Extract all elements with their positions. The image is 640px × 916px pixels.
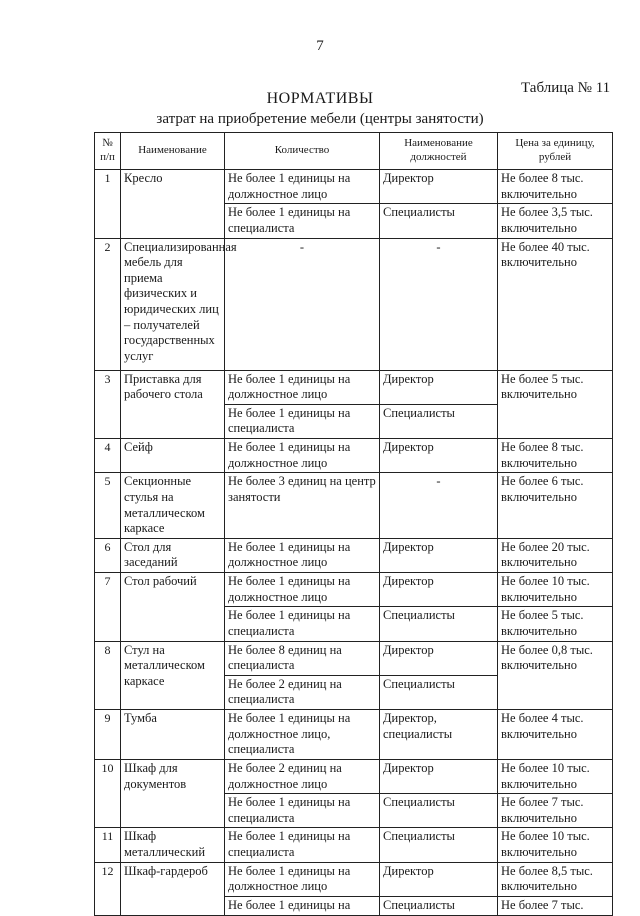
norms-table	[94, 132, 613, 916]
row-price: Не более 10 тыс. включительно	[498, 573, 613, 607]
row-price: Не более 7 тыс. включительно	[498, 794, 613, 828]
row-price: Не более 8,5 тыс. включительно	[498, 862, 613, 896]
row-position: -	[380, 238, 498, 370]
row-price: Не более 8 тыс. включительно	[498, 439, 613, 473]
row-name: Секционные стулья на металлическом каркасе	[121, 473, 225, 539]
row-price: Не более 40 тыс. включительно	[498, 238, 613, 370]
row-position: Специалисты	[380, 607, 498, 641]
row-name: Шкаф для документов	[121, 759, 225, 828]
row-position: Директор	[380, 573, 498, 607]
table-row	[95, 170, 613, 204]
header-quantity: Количество	[225, 133, 380, 170]
row-position: Специалисты	[380, 794, 498, 828]
row-quantity: Не более 1 единицы на специалиста	[225, 794, 380, 828]
row-position: Директор	[380, 170, 498, 204]
table-row	[95, 759, 613, 793]
document-title: НОРМАТИВЫ	[266, 90, 374, 107]
row-position: Специалисты	[380, 404, 498, 438]
row-name: Приставка для рабочего стола	[121, 370, 225, 439]
row-quantity: Не более 8 единиц на специалиста	[225, 641, 380, 675]
table-header-row	[95, 133, 613, 170]
row-quantity: Не более 1 единицы на специалиста	[225, 404, 380, 438]
row-price: Не более 3,5 тыс. включительно	[498, 204, 613, 238]
table-row	[95, 238, 613, 370]
row-quantity: Не более 1 единицы на должностное лицо	[225, 439, 380, 473]
header-position: Наименование должностей	[380, 133, 498, 170]
row-name: Тумба	[121, 710, 225, 760]
row-number: 4	[95, 439, 121, 473]
row-name: Сейф	[121, 439, 225, 473]
row-quantity: Не более 1 единицы на должностное лицо	[225, 370, 380, 404]
row-position: Директор	[380, 439, 498, 473]
row-number: 1	[95, 170, 121, 239]
row-number: 7	[95, 573, 121, 642]
norms-table-container	[94, 132, 612, 916]
row-position: Специалисты	[380, 204, 498, 238]
row-position: Директор	[380, 538, 498, 572]
row-number: 10	[95, 759, 121, 828]
table-row	[95, 473, 613, 539]
table-row	[95, 538, 613, 572]
row-quantity: Не более 3 единиц на центр занятости	[225, 473, 380, 539]
row-price: Не более 5 тыс. включительно	[498, 607, 613, 641]
row-number: 9	[95, 710, 121, 760]
row-name: Стол для заседаний	[121, 538, 225, 572]
row-quantity: Не более 1 единицы на специалиста	[225, 607, 380, 641]
row-quantity: Не более 1 единицы на специалиста	[225, 828, 380, 862]
row-number: 8	[95, 641, 121, 710]
row-quantity: Не более 1 единицы на специалиста	[225, 204, 380, 238]
row-position: Директор	[380, 862, 498, 896]
row-price: Не более 5 тыс. включительно	[498, 370, 613, 439]
row-quantity: Не более 1 единицы на должностное лицо	[225, 170, 380, 204]
table-row	[95, 370, 613, 404]
row-quantity: Не более 1 единицы на должностное лицо, специалиста	[225, 710, 380, 760]
table-row	[95, 710, 613, 760]
row-number: 3	[95, 370, 121, 439]
row-name: Специализированная мебель для приема физических и юридических лиц – получателей государственных услуг	[121, 238, 225, 370]
row-position: Специалисты	[380, 896, 498, 915]
row-price: Не более 20 тыс. включительно	[498, 538, 613, 572]
row-number: 12	[95, 862, 121, 915]
page-number: 7	[316, 38, 324, 54]
row-quantity: Не более 2 единиц на должностное лицо	[225, 759, 380, 793]
table-row	[95, 573, 613, 607]
row-position: Директор, специалисты	[380, 710, 498, 760]
row-price: Не более 7 тыс.	[498, 896, 613, 915]
row-number: 5	[95, 473, 121, 539]
row-quantity: Не более 1 единицы на должностное лицо	[225, 538, 380, 572]
table-label: Таблица № 11	[521, 80, 611, 96]
row-name: Стол рабочий	[121, 573, 225, 642]
table-row	[95, 862, 613, 896]
row-number: 11	[95, 828, 121, 862]
table-row	[95, 641, 613, 675]
table-row	[95, 439, 613, 473]
row-quantity: Не более 1 единицы на	[225, 896, 380, 915]
header-price: Цена за единицу, рублей	[498, 133, 613, 170]
row-quantity: Не более 1 единицы на должностное лицо	[225, 862, 380, 896]
row-price: Не более 0,8 тыс. включительно	[498, 641, 613, 710]
row-quantity: Не более 1 единицы на должностное лицо	[225, 573, 380, 607]
row-number: 2	[95, 238, 121, 370]
row-price: Не более 4 тыс. включительно	[498, 710, 613, 760]
row-name: Шкаф-гардероб	[121, 862, 225, 915]
row-name: Кресло	[121, 170, 225, 239]
row-position: Специалисты	[380, 675, 498, 709]
row-position: -	[380, 473, 498, 539]
row-quantity: -	[225, 238, 380, 370]
document-subtitle: затрат на приобретение мебели (центры занятости)	[156, 111, 484, 127]
row-price: Не более 10 тыс. включительно	[498, 828, 613, 862]
row-name: Шкаф металлический	[121, 828, 225, 862]
row-position: Директор	[380, 370, 498, 404]
header-name: Наименование	[121, 133, 225, 170]
row-number: 6	[95, 538, 121, 572]
row-quantity: Не более 2 единиц на специалиста	[225, 675, 380, 709]
row-position: Директор	[380, 641, 498, 675]
row-price: Не более 8 тыс. включительно	[498, 170, 613, 204]
row-name: Стул на металлическом каркасе	[121, 641, 225, 710]
header-number: № п/п	[95, 133, 121, 170]
row-price: Не более 10 тыс. включительно	[498, 759, 613, 793]
row-position: Директор	[380, 759, 498, 793]
row-price: Не более 6 тыс. включительно	[498, 473, 613, 539]
table-row	[95, 828, 613, 862]
row-position: Специалисты	[380, 828, 498, 862]
